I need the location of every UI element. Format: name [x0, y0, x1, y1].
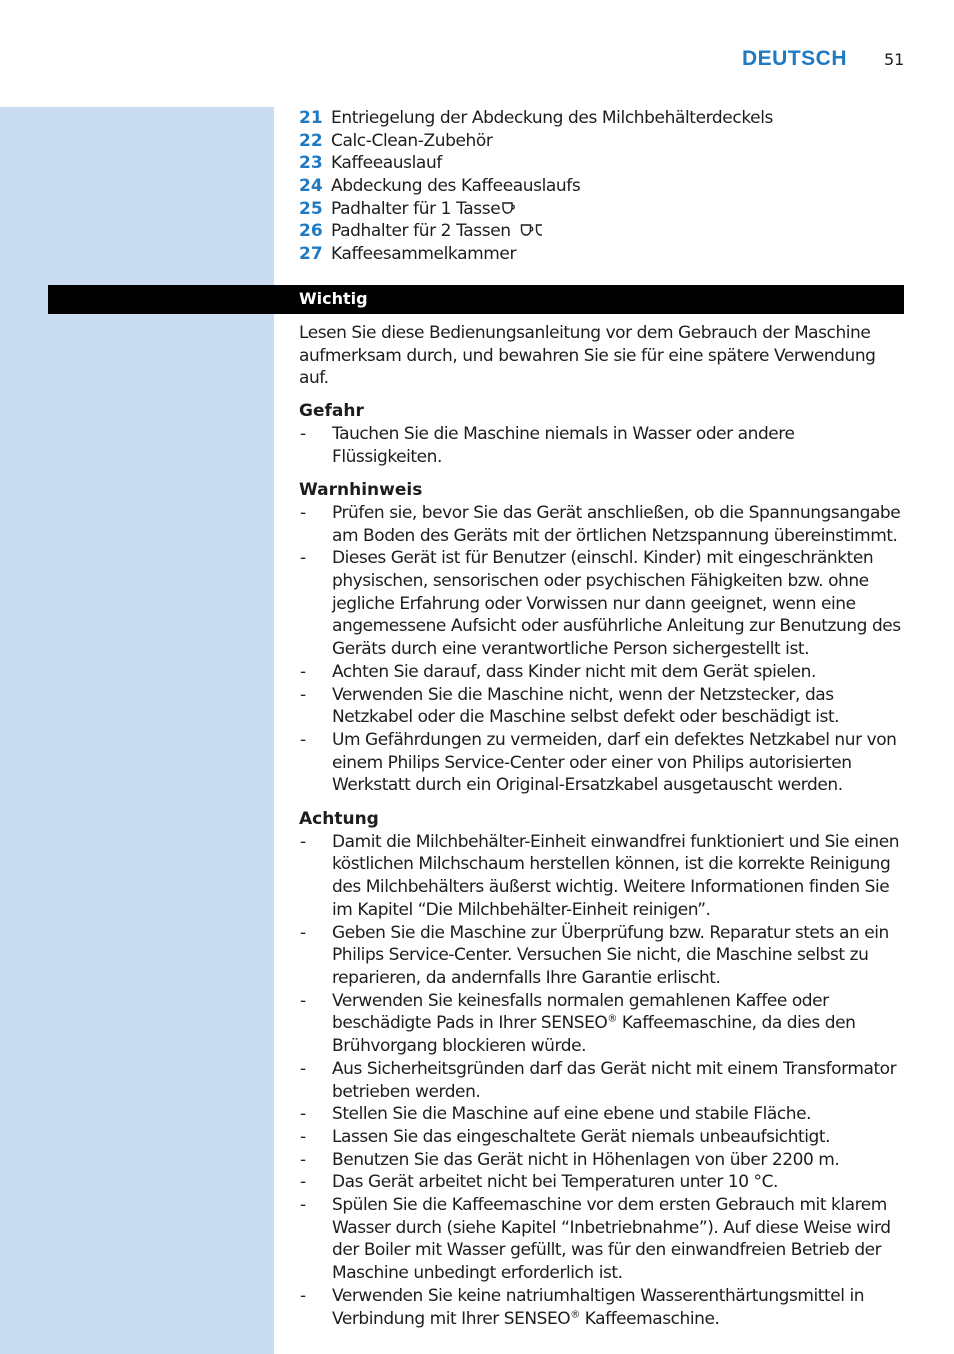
item-text: Verwenden Sie keinesfalls normalen gemahlenen Kaffee oder beschädigte Pads in Ihrer SENSEO — [332, 990, 829, 1034]
part-label: Kaffeesammelkammer — [331, 244, 517, 265]
language-label: DEUTSCH — [742, 47, 848, 70]
section-bar — [48, 285, 904, 314]
item-text-after: Kaffeemaschine, da dies den Brühvorgang blockieren würde. — [332, 1013, 856, 1057]
part-number: 21 — [299, 108, 323, 128]
part-number: 22 — [299, 130, 323, 151]
list-item: - Geben Sie die Maschine zur Überprüfung bzw. Reparatur stets an ein Philips Service-Center. Versuchen Sie nicht, die Maschine selbst zu reparieren, da andernfalls Ihre Garantie erlischt. — [299, 922, 903, 990]
list-item — [299, 220, 773, 243]
part-number: 26 — [299, 221, 323, 242]
part-label: Padhalter für 1 Tasse — [331, 198, 501, 219]
registered-mark: ® — [607, 1013, 617, 1025]
warnhinweis-heading: Warnhinweis — [299, 480, 423, 501]
list-item: - Damit die Milchbehälter-Einheit einwandfrei funktioniert und Sie einen köstlichen Milchschaum herstellen können, ist die korrekte Reinigung des Milchbehälters äußerst wichtig. Weitere Informationen finden Sie im Kapitel “Die Milchbehälter-Einheit reinigen”. — [299, 831, 903, 922]
two-cups-icon — [512, 223, 542, 237]
parts-list — [299, 107, 773, 266]
list-item — [299, 152, 773, 175]
part-label: Entriegelung der Abdeckung des Milchbehälterdeckels — [331, 108, 773, 128]
list-item: - Stellen Sie die Maschine auf eine ebene und stabile Fläche. — [299, 1103, 903, 1126]
item-text: Verwenden Sie keine natriumhaltigen Wasserenthärtungsmittel in Verbindung mit Ihrer SENSEO — [332, 1285, 865, 1329]
intro-paragraph: Lesen Sie diese Bedienungsanleitung vor dem Gebrauch der Maschine aufmerksam durch, und bewahren Sie sie für eine spätere Verwendung auf. — [299, 323, 876, 389]
list-item: - Dieses Gerät ist für Benutzer (einschl. Kinder) mit eingeschränkten physischen, sensorischen oder psychischen Fähigkeiten bzw. ohne jegliche Erfahrung oder Vorwissen nur dann geeignet, wenn eine angemessene Aufsicht oder ausführliche Anleitung zur Benutzung des Geräts durch eine verantwortliche Person sichergestellt ist. — [299, 547, 903, 661]
main-content — [299, 322, 903, 1341]
gefahr-heading: Gefahr — [299, 401, 364, 422]
list-item: - Achten Sie darauf, dass Kinder nicht mit dem Gerät spielen. — [299, 661, 903, 684]
list-item — [299, 1285, 903, 1330]
list-item: - Verwenden Sie die Maschine nicht, wenn der Netzstecker, das Netzkabel oder die Maschine selbst defekt oder beschädigt ist. — [299, 684, 903, 729]
list-item: - Spülen Sie die Kaffeemaschine vor dem ersten Gebrauch mit klarem Wasser durch (siehe Kapitel “Inbetriebnahme”). Auf diese Weise wird der Boiler mit Wasser gefüllt, was für den einwandfreien Betrieb der Maschine unbedingt erforderlich ist. — [299, 1194, 903, 1285]
part-number: 24 — [299, 176, 323, 197]
part-label: Padhalter für 2 Tassen — [331, 221, 511, 242]
list-item — [299, 130, 773, 153]
list-item: - Aus Sicherheitsgründen darf das Gerät nicht mit einem Transformator betrieben werden. — [299, 1058, 903, 1103]
achtung-list — [299, 831, 903, 1330]
part-number: 27 — [299, 244, 323, 265]
part-label: Abdeckung des Kaffeeauslaufs — [331, 176, 581, 197]
list-item — [299, 990, 903, 1058]
achtung-heading: Achtung — [299, 809, 379, 830]
gefahr-list — [299, 423, 903, 468]
part-number: 25 — [299, 198, 323, 219]
one-cup-icon — [501, 201, 516, 215]
registered-mark: ® — [570, 1308, 580, 1320]
list-item — [299, 198, 773, 221]
part-label: Kaffeeauslauf — [331, 153, 442, 174]
list-item — [299, 107, 773, 130]
warnhinweis-list — [299, 502, 903, 797]
list-item: - Tauchen Sie die Maschine niemals in Wasser oder andere Flüssigkeiten. — [299, 423, 903, 468]
item-text-after: Kaffeemaschine. — [579, 1308, 720, 1329]
part-label: Calc-Clean-Zubehör — [331, 130, 493, 151]
list-item: - Prüfen sie, bevor Sie das Gerät anschließen, ob die Spannungsangabe am Boden des Geräts mit der örtlichen Netzspannung übereinstimmt. — [299, 502, 903, 547]
part-number: 23 — [299, 153, 323, 174]
list-item: - Um Gefährdungen zu vermeiden, darf ein defektes Netzkabel nur von einem Philips Service-Center oder einer von Philips autorisierten Werkstatt durch ein Original-Ersatzkabel ausgetauscht werden. — [299, 729, 903, 797]
list-item — [299, 243, 773, 266]
list-item — [299, 175, 773, 198]
section-title: Wichtig — [299, 289, 368, 308]
list-item: - Benutzen Sie das Gerät nicht in Höhenlagen von über 2200 m. — [299, 1149, 903, 1172]
list-item: - Das Gerät arbeitet nicht bei Temperaturen unter 10 °C. — [299, 1171, 903, 1194]
page-number: 51 — [884, 50, 905, 69]
list-item: - Lassen Sie das eingeschaltete Gerät niemals unbeaufsichtigt. — [299, 1126, 903, 1149]
